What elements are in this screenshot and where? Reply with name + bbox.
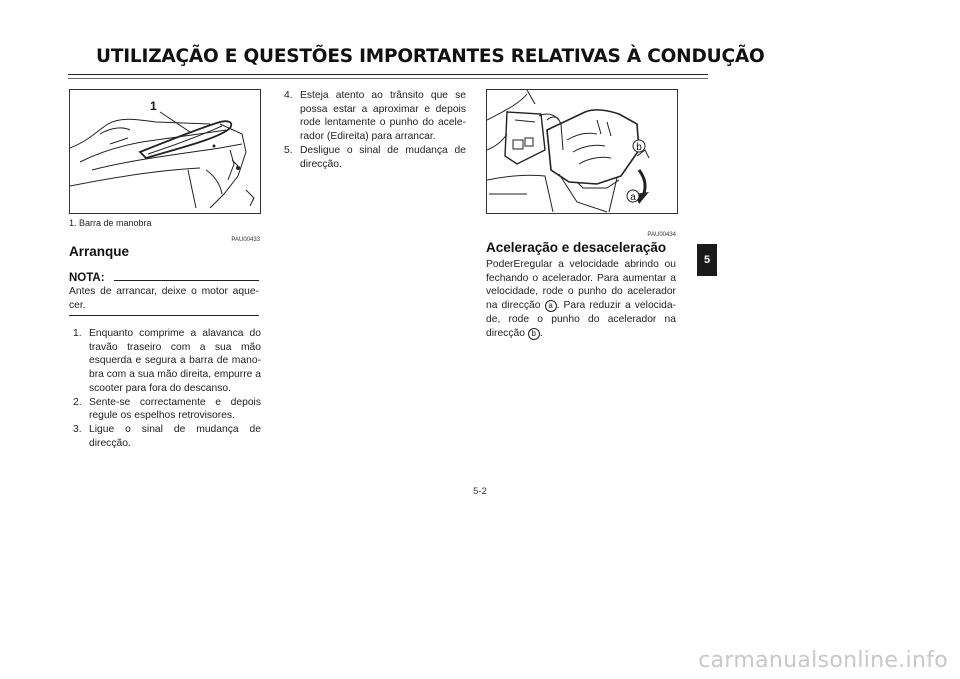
figure-callout-1: 1 [150,99,157,113]
marker-a: a [545,300,557,312]
nota-top-rule [114,280,259,281]
section-ref-code: PAU00434 [647,232,676,238]
title-rule [68,74,708,75]
list-item: 3. Ligue o sinal de mudança de direcção. [73,423,261,449]
section-heading-aceleracao: Aceleração e desaceleração [486,240,667,255]
list-item: 4. Esteja atento ao trânsito que se possa estar a aproximar e depois rode lentamente o punho do acele-rador (Edireita) para arrancar. [284,90,466,143]
throttle-grip-illustration [487,90,677,213]
figure1-caption: 1. Barra de manobra [69,218,152,228]
figure2-label-b: b [636,142,642,153]
list-item: 5. Desligue o sinal de mudança de direcção. [284,144,466,170]
title-rule-thin [68,78,708,79]
grab-bar-illustration [70,90,260,213]
nota-text: Antes de arrancar, deixe o motor aque-cer. [69,286,259,311]
arranque-steps-col2 [280,89,466,171]
step-text: Sente-se correctamente e depois regule os espelhos retrovisores. [89,396,261,422]
page-title: UTILIZAÇÃO E QUESTÕES IMPORTANTES RELATIVAS À CONDUÇÃO [96,46,765,67]
arranque-steps-col1 [69,327,261,450]
chapter-tab: 5 [697,244,717,276]
step-text: Enquanto comprime a alavanca do travão traseiro com a sua mão esquerda e segura a barra de mano-bra com a sua mão direita, empurre a scooter para fora do descanso. [89,328,261,394]
marker-b: b [528,328,540,340]
figure-throttle-grip [486,89,678,214]
step-text: Desligue o sinal de mudança de direcção. [300,144,466,170]
list-item: 1. Enquanto comprime a alavanca do travão traseiro com a sua mão esquerda e segura a barra de mano-bra com a sua mão direita, empurre a scooter para fora do descanso. [73,328,261,394]
figure2-label-a: a [630,192,636,203]
nota-bottom-rule [69,315,259,316]
figure-grab-bar [69,89,261,214]
watermark: carmanualsonline.info [698,648,948,673]
aceleracao-text: PoderEregular a velocidade abrindo ou fechando o acelerador. Para aumentar a velocidade, rode o punho do acelerador na direcção a . Para reduzir a velocida-de, rode o punho do acelerador na direcção b . [486,259,676,339]
step-text: Esteja atento ao trânsito que se possa estar a aproximar e depois rode lentamente o punho do acele-rador (Edireita) para arrancar. [300,90,466,143]
figure1-ref-code: PAU00433 [231,237,260,243]
section-heading-arranque: Arranque [69,244,130,259]
page-number: 5-2 [473,486,487,497]
list-item: 2. Sente-se correctamente e depois regule os espelhos retrovisores. [73,396,261,422]
step-text: Ligue o sinal de mudança de direcção. [89,423,261,449]
nota-label: NOTA: [69,272,105,284]
